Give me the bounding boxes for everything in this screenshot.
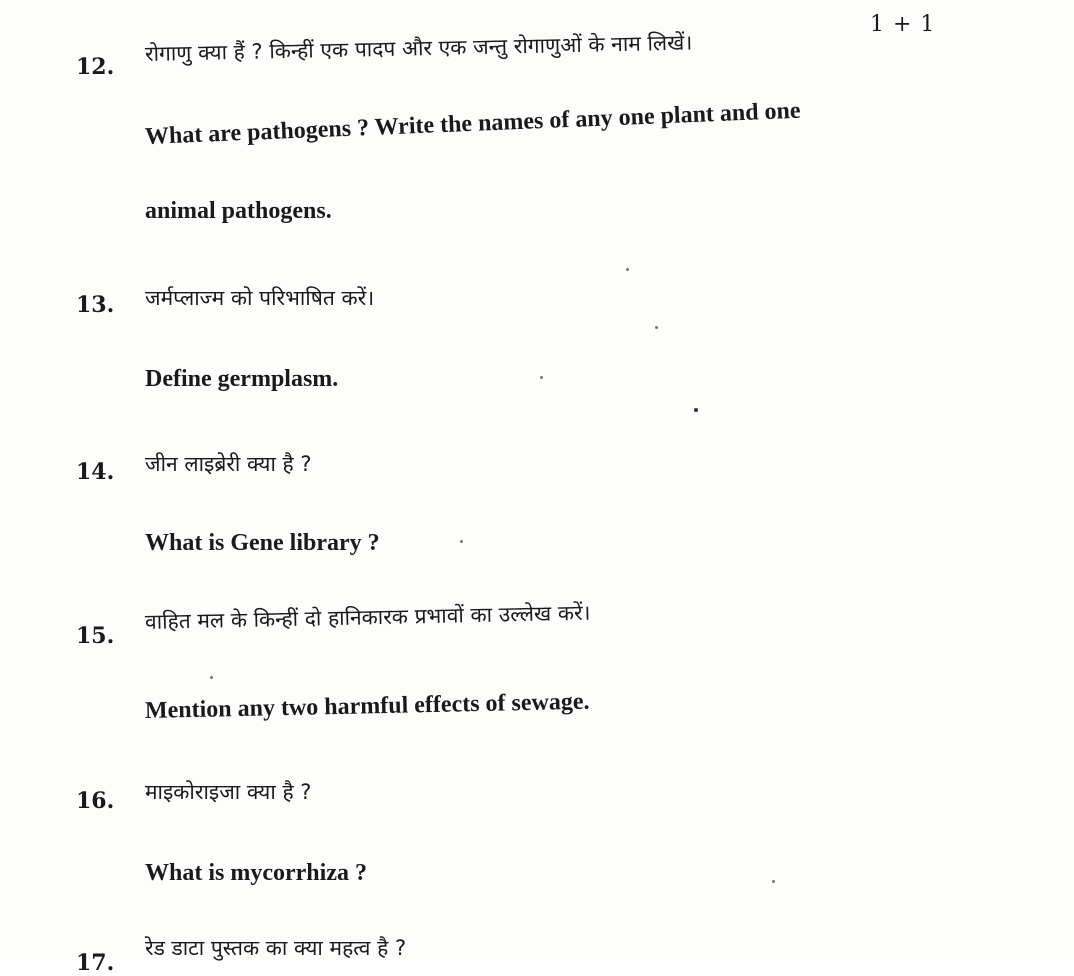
question-13-number: 13. <box>76 292 115 318</box>
question-13-english: Define germplasm. <box>145 366 339 392</box>
scan-speck <box>655 326 658 329</box>
question-17-number: 17. <box>76 950 115 976</box>
scan-speck <box>460 540 463 543</box>
question-12-english-line2: animal pathogens. <box>145 198 332 224</box>
question-12-english-line1: What are pathogens ? Write the names of any one plant and one <box>144 97 802 150</box>
question-12-hindi: रोगाणु क्या हैं ? किन्हीं एक पादप और एक जन्तु रोगाणुओं के नाम लिखें। <box>144 30 693 66</box>
question-16-english: What is mycorrhiza ? <box>145 860 367 886</box>
question-13-hindi: जर्मप्लाज्म को परिभाषित करें। <box>145 286 375 310</box>
question-17-partial <box>0 932 1074 976</box>
question-15-number: 15. <box>76 623 115 649</box>
question-14-english: What is Gene library ? <box>145 530 380 556</box>
question-16-hindi: माइकोराइजा क्या है ? <box>145 780 312 804</box>
question-14-number: 14. <box>76 459 115 485</box>
scan-speck <box>772 880 775 883</box>
scan-speck <box>210 676 213 679</box>
question-16-number: 16. <box>76 788 115 814</box>
question-15-hindi: वाहित मल के किन्हीं दो हानिकारक प्रभावों का उल्लेख करें। <box>144 600 591 634</box>
marks-label: 1 + 1 <box>870 12 936 37</box>
question-12-number: 12. <box>76 54 115 80</box>
question-15-english: Mention any two harmful effects of sewage. <box>144 688 590 724</box>
scan-speck <box>626 268 629 271</box>
question-17-hindi: रेड डाटा पुस्तक का क्या महत्व है ? <box>145 936 407 960</box>
question-14-hindi: जीन लाइब्रेरी क्या है ? <box>145 452 312 476</box>
scan-speck <box>694 408 698 412</box>
scan-speck <box>540 376 543 379</box>
